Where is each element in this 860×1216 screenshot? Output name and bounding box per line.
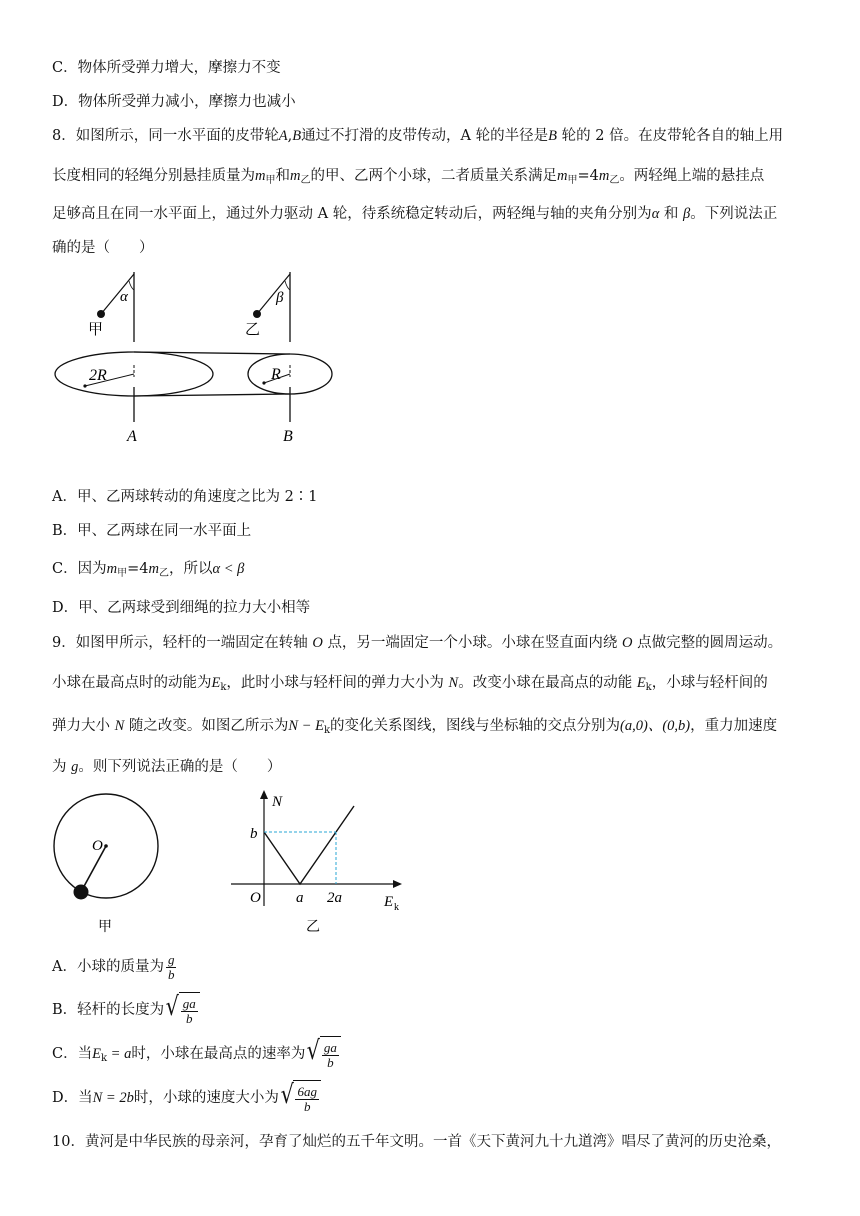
sqrt-ga-over-b-2: √ $\frac{ga}{b}$ (305, 1036, 341, 1072)
q8-belt-figure (52, 262, 342, 452)
q9-figure-jia (48, 788, 168, 938)
fig-center-o: O (92, 838, 103, 854)
sqrt-ga-over-b: √ $\frac{ga}{b}$ (164, 992, 200, 1028)
q9-option-c: C．当$E_k = a$时，小球在最高点的速率为 √ $\frac{ga}{b}$ (52, 1036, 341, 1076)
fig-axis-a-label: A (127, 428, 137, 445)
q9-option-d: D．当N = 2b时，小球的速度大小为 √ $\frac{6ag}{b}$ (52, 1080, 321, 1116)
fig-ball-a-label: 甲 (88, 322, 104, 338)
q9-stem-line3: 弹力大小 N 随之改变。如图乙所示为$N - E_k$的变化关系图线，图线与坐标轴的交点分别为(a,0)、(0,b)，重力加速度 (52, 718, 778, 736)
frac-g-over-b: $\frac{g}{b}$ (167, 951, 175, 982)
q9-figure-yi (226, 786, 416, 938)
fig-origin: O (250, 890, 261, 906)
q10-stem-line1: 10．黄河是中华民族的母亲河，孕育了灿烂的五千年文明。一首《天下黄河九十九道湾》唱尽了黄河的历史沧桑， (52, 1134, 781, 1150)
fig-caption-yi: 乙 (306, 920, 320, 935)
q8-stem-line3: 足够高且在同一水平面上，通过外力驱动 A 轮，待系统稳定转动后，两轻绳与轴的夹角分别为α 和 β。下列说法正 (52, 206, 778, 222)
q8-option-c: C．因为$m_甲=4m_乙$，所以α < β (52, 561, 245, 579)
fig-y-label: N (272, 794, 283, 810)
q7-option-d: D．物体所受弹力减小，摩擦力也减小 (52, 94, 296, 110)
q9-stem-line4: 为 g。则下列说法正确的是（ ） (52, 759, 282, 775)
fig-x-label: E (384, 894, 394, 910)
fig-axis-b-label: B (283, 428, 293, 445)
q8-option-d: D．甲、乙两球受到细绳的拉力大小相等 (52, 600, 311, 616)
q8-stem-line2: 长度相同的轻绳分别悬挂质量为$m_甲$和$m_乙$的甲、乙两个小球，二者质量关系满足$m_甲=4m_乙$。两轻绳上端的悬挂点 (52, 168, 765, 186)
q8-option-b: B．甲、乙两球在同一水平面上 (52, 523, 252, 539)
fig-tick-2a: 2a (327, 890, 342, 906)
fig-alpha-label: α (120, 289, 128, 305)
q8-stem-line1: 8．如图所示，同一水平面的皮带轮A,B通过不打滑的皮带传动，A 轮的半径是B 轮的 2 倍。在皮带轮各自的轴上用 (52, 128, 784, 144)
q9-option-b: B．轻杆的长度为 √ $\frac{ga}{b}$ (52, 992, 200, 1028)
q8-stem-line4: 确的是（ ） (52, 240, 154, 256)
fig-x-sub: k (394, 902, 399, 913)
q9-option-a: A．小球的质量为 $\frac{g}{b}$ (52, 951, 175, 982)
fig-tick-a: a (296, 890, 304, 906)
fig-radius-b-label: R (271, 366, 281, 383)
q9-stem-line1: 9．如图甲所示，轻杆的一端固定在转轴 O 点，另一端固定一个小球。小球在竖直面内绕 O 点做完整的圆周运动。 (52, 635, 783, 651)
q9-stem-line2: 小球在最高点时的动能为$E_k$，此时小球与轻杆间的弹力大小为 N。改变小球在最高点的动能 $E_k$，小球与轻杆间的 (52, 675, 768, 693)
fig-tick-b: b (250, 826, 258, 842)
fig-ball-b-label: 乙 (245, 322, 261, 338)
fig-radius-a-label: 2R (89, 367, 107, 384)
q7-option-c: C．物体所受弹力增大，摩擦力不变 (52, 60, 281, 76)
fig-caption-jia: 甲 (98, 920, 112, 935)
fig-beta-label: β (276, 290, 284, 306)
sqrt-6ag-over-b: √ $\frac{6ag}{b}$ (279, 1080, 321, 1116)
q8-option-a: A．甲、乙两球转动的角速度之比为 2∶1 (52, 489, 318, 505)
